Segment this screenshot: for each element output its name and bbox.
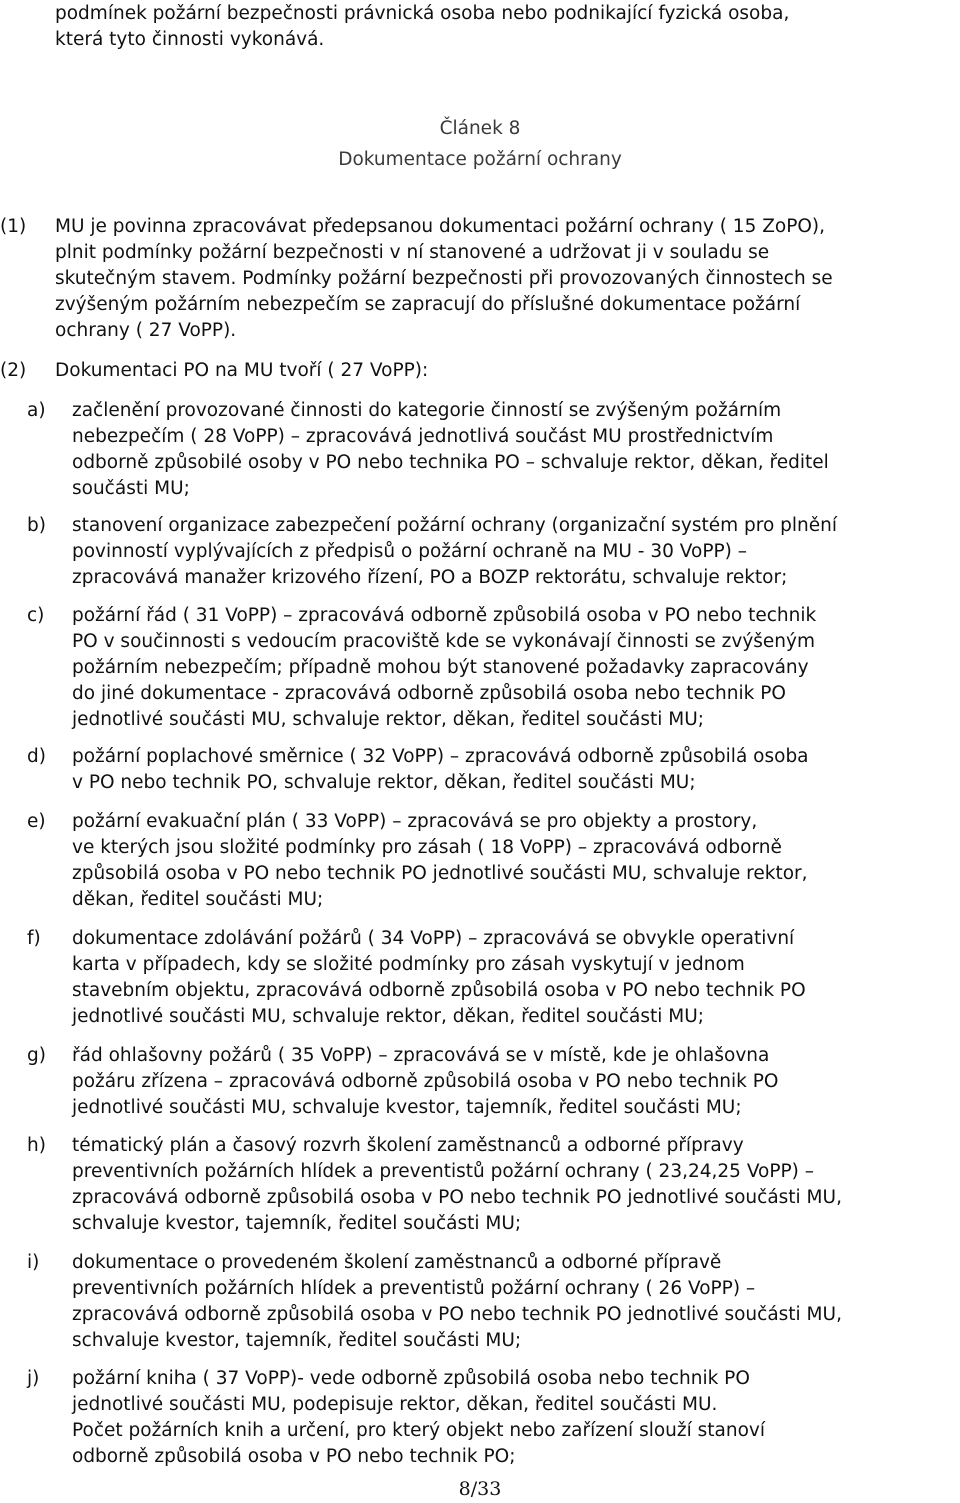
list-item-label: g) [27,1045,46,1066]
text-line: součásti MU; [72,478,190,499]
continued-paragraph [55,1,945,53]
text-line: stanovení organizace zabezpečení požární ochrany (organizační systém pro plnění [72,515,838,536]
text-line: PO v součinnosti s vedoucím pracoviště kde se vykonávají činnosti se zvýšeným [72,631,815,652]
text-line: odborně způsobilá osoba v PO nebo technik PO; [72,1446,516,1467]
text-line: preventivních požárních hlídek a preventistů požární ochrany ( 23,24,25 VoPP) – [72,1161,815,1182]
text-line: jednotlivé součásti MU, schvaluje kvestor, tajemník, ředitel součásti MU; [72,1097,742,1118]
text-line: jednotlivé součásti MU, podepisuje rektor, děkan, ředitel součásti MU. [72,1394,718,1415]
list-item-text [72,398,960,502]
list-item-text [72,1133,960,1237]
text-line: MU je povinna zpracovávat předepsanou dokumentaci požární ochrany ( 15 ZoPO), [55,216,826,237]
paragraph-number: (2) [0,360,27,381]
text-line: Dokumentaci PO na MU tvoří ( 27 VoPP): [55,360,429,381]
list-item-text [72,809,960,913]
text-line: požární kniha ( 37 VoPP)- vede odborně způsobilá osoba nebo technik PO [72,1368,750,1389]
text-line: začlenění provozované činnosti do kategorie činností se zvýšeným požárním [72,400,782,421]
list-item-text [72,1366,960,1470]
list-item-text [72,744,960,796]
text-line: která tyto činnosti vykonává. [55,29,325,50]
text-line: děkan, ředitel součásti MU; [72,889,324,910]
list-item-text [72,603,960,733]
text-line: podmínek požární bezpečnosti právnická osoba nebo podnikající fyzická osoba, [55,3,790,24]
text-line: v PO nebo technik PO, schvaluje rektor, děkan, ředitel součásti MU; [72,772,696,793]
list-item-label: f) [27,928,41,949]
text-line: jednotlivé součásti MU, schvaluje rektor, děkan, ředitel součásti MU; [72,1006,705,1027]
text-line: způsobilá osoba v PO nebo technik PO jednotlivé součásti MU, schvaluje rektor, [72,863,808,884]
text-line: plnit podmínky požární bezpečnosti v ní stanovené a udržovat ji v souladu se [55,242,770,263]
text-line: ve kterých jsou složité podmínky pro zásah ( 18 VoPP) – zpracovává odborně [72,837,782,858]
text-line: požáru zřízena – zpracovává odborně způsobilá osoba v PO nebo technik PO [72,1071,779,1092]
text-line: zpracovává manažer krizového řízení, PO a BOZP rektorátu, schvaluje rektor; [72,567,788,588]
text-line: schvaluje kvestor, tajemník, ředitel součásti MU; [72,1213,522,1234]
paragraph-text [55,358,955,384]
text-line: požární evakuační plán ( 33 VoPP) – zpracovává se pro objekty a prostory, [72,811,758,832]
text-line: řád ohlašovny požárů ( 35 VoPP) – zpracovává se v místě, kde je ohlašovna [72,1045,770,1066]
list-item-label: h) [27,1135,46,1156]
text-line: preventivních požárních hlídek a preventistů požární ochrany ( 26 VoPP) – [72,1278,756,1299]
text-line: dokumentace o provedeném školení zaměstnanců a odborné přípravě [72,1252,722,1273]
text-line: požární poplachové směrnice ( 32 VoPP) – zpracovává odborně způsobilá osoba [72,746,809,767]
text-line: zvýšeným požárním nebezpečím se zapracují do příslušné dokumentace požární [55,294,801,315]
list-item-label: j) [27,1368,40,1389]
page-number: 8/33 [458,1478,502,1500]
list-item-label: e) [27,811,46,832]
list-item-text [72,926,960,1030]
text-line: Počet požárních knih a určení, pro který objekt nebo zařízení slouží stanoví [72,1420,765,1441]
list-item-label: i) [27,1252,40,1273]
text-line: schvaluje kvestor, tajemník, ředitel součásti MU; [72,1330,522,1351]
text-line: skutečným stavem. Podmínky požární bezpečnosti při provozovaných činnostech se [55,268,833,289]
list-item-label: b) [27,515,46,536]
text-line: požární řád ( 31 VoPP) – zpracovává odborně způsobilá osoba v PO nebo technik [72,605,817,626]
article-title: Dokumentace požární ochrany [338,149,622,170]
text-line: stavebním objektu, zpracovává odborně způsobilá osoba v PO nebo technik PO [72,980,806,1001]
article-number: Článek 8 [439,118,521,139]
text-line: dokumentace zdolávání požárů ( 34 VoPP) – zpracovává se obvykle operativní [72,928,795,949]
text-line: odborně způsobilé osoby v PO nebo technika PO – schvaluje rektor, děkan, ředitel [72,452,829,473]
text-line: karta v případech, kdy se složité podmínky pro zásah vyskytují v jednom [72,954,745,975]
text-line: ochrany ( 27 VoPP). [55,320,237,341]
text-line: požárním nebezpečím; případně mohou být stanovené požadavky zapracovány [72,657,809,678]
list-item-text [72,1043,960,1121]
paragraph-number: (1) [0,216,27,237]
paragraph-text [55,214,955,344]
text-line: tématický plán a časový rozvrh školení zaměstnanců a odborné přípravy [72,1135,744,1156]
list-item-text [72,1250,960,1354]
list-item-text [72,513,960,591]
list-item-label: c) [27,605,45,626]
text-line: do jiné dokumentace - zpracovává odborně způsobilá osoba nebo technik PO [72,683,786,704]
list-item-label: a) [27,400,46,421]
text-line: jednotlivé součásti MU, schvaluje rektor, děkan, ředitel součásti MU; [72,709,705,730]
text-line: nebezpečím ( 28 VoPP) – zpracovává jednotlivá součást MU prostřednictvím [72,426,774,447]
text-line: zpracovává odborně způsobilá osoba v PO nebo technik PO jednotlivé součásti MU, [72,1304,842,1325]
list-item-label: d) [27,746,46,767]
text-line: zpracovává odborně způsobilá osoba v PO nebo technik PO jednotlivé součásti MU, [72,1187,842,1208]
text-line: povinností vyplývajících z předpisů o požární ochraně na MU - 30 VoPP) – [72,541,747,562]
